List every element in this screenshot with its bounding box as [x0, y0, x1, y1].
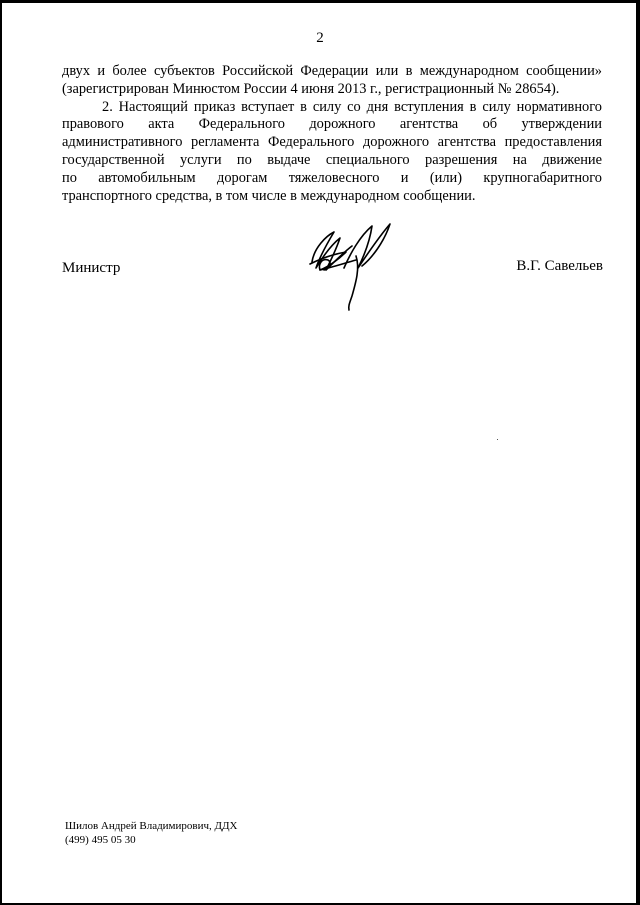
executor-name: Шилов Андрей Владимирович, ДДХ	[65, 820, 238, 832]
body-line: 2. Настоящий приказ вступает в силу со дня вступления в силу нормативного	[102, 98, 602, 115]
page-number: 2	[316, 30, 324, 46]
page-edge-right	[636, 0, 640, 905]
body-line: административного регламента Федерального дорожного агентства предоставления	[62, 134, 602, 151]
body-line: правового акта Федерального дорожного агентства об утверждении	[62, 116, 602, 133]
page-edge-top	[0, 0, 640, 3]
body-line: по автомобильным дорогам тяжеловесного и (или) крупногабаритного	[62, 169, 602, 186]
signatory-title: Министр	[62, 260, 121, 276]
body-line: двух и более субъектов Российской Федерации или в международном сообщении»	[62, 63, 602, 79]
handwritten-signature	[300, 212, 400, 312]
page-edge-left	[0, 0, 2, 905]
body-line: (зарегистрирован Минюстом России 4 июня 2013 г., регистрационный № 28654).	[62, 80, 560, 97]
document-body	[62, 63, 602, 205]
body-line: государственной услуги по выдаче специального разрешения на движение	[62, 151, 602, 168]
signatory-name: В.Г. Савельев	[516, 258, 603, 274]
body-line: транспортного средства, в том числе в международном сообщении.	[62, 187, 476, 204]
executor-phone: (499) 495 05 30	[65, 834, 136, 846]
scan-speck	[497, 439, 498, 440]
executor-footer	[65, 819, 237, 847]
